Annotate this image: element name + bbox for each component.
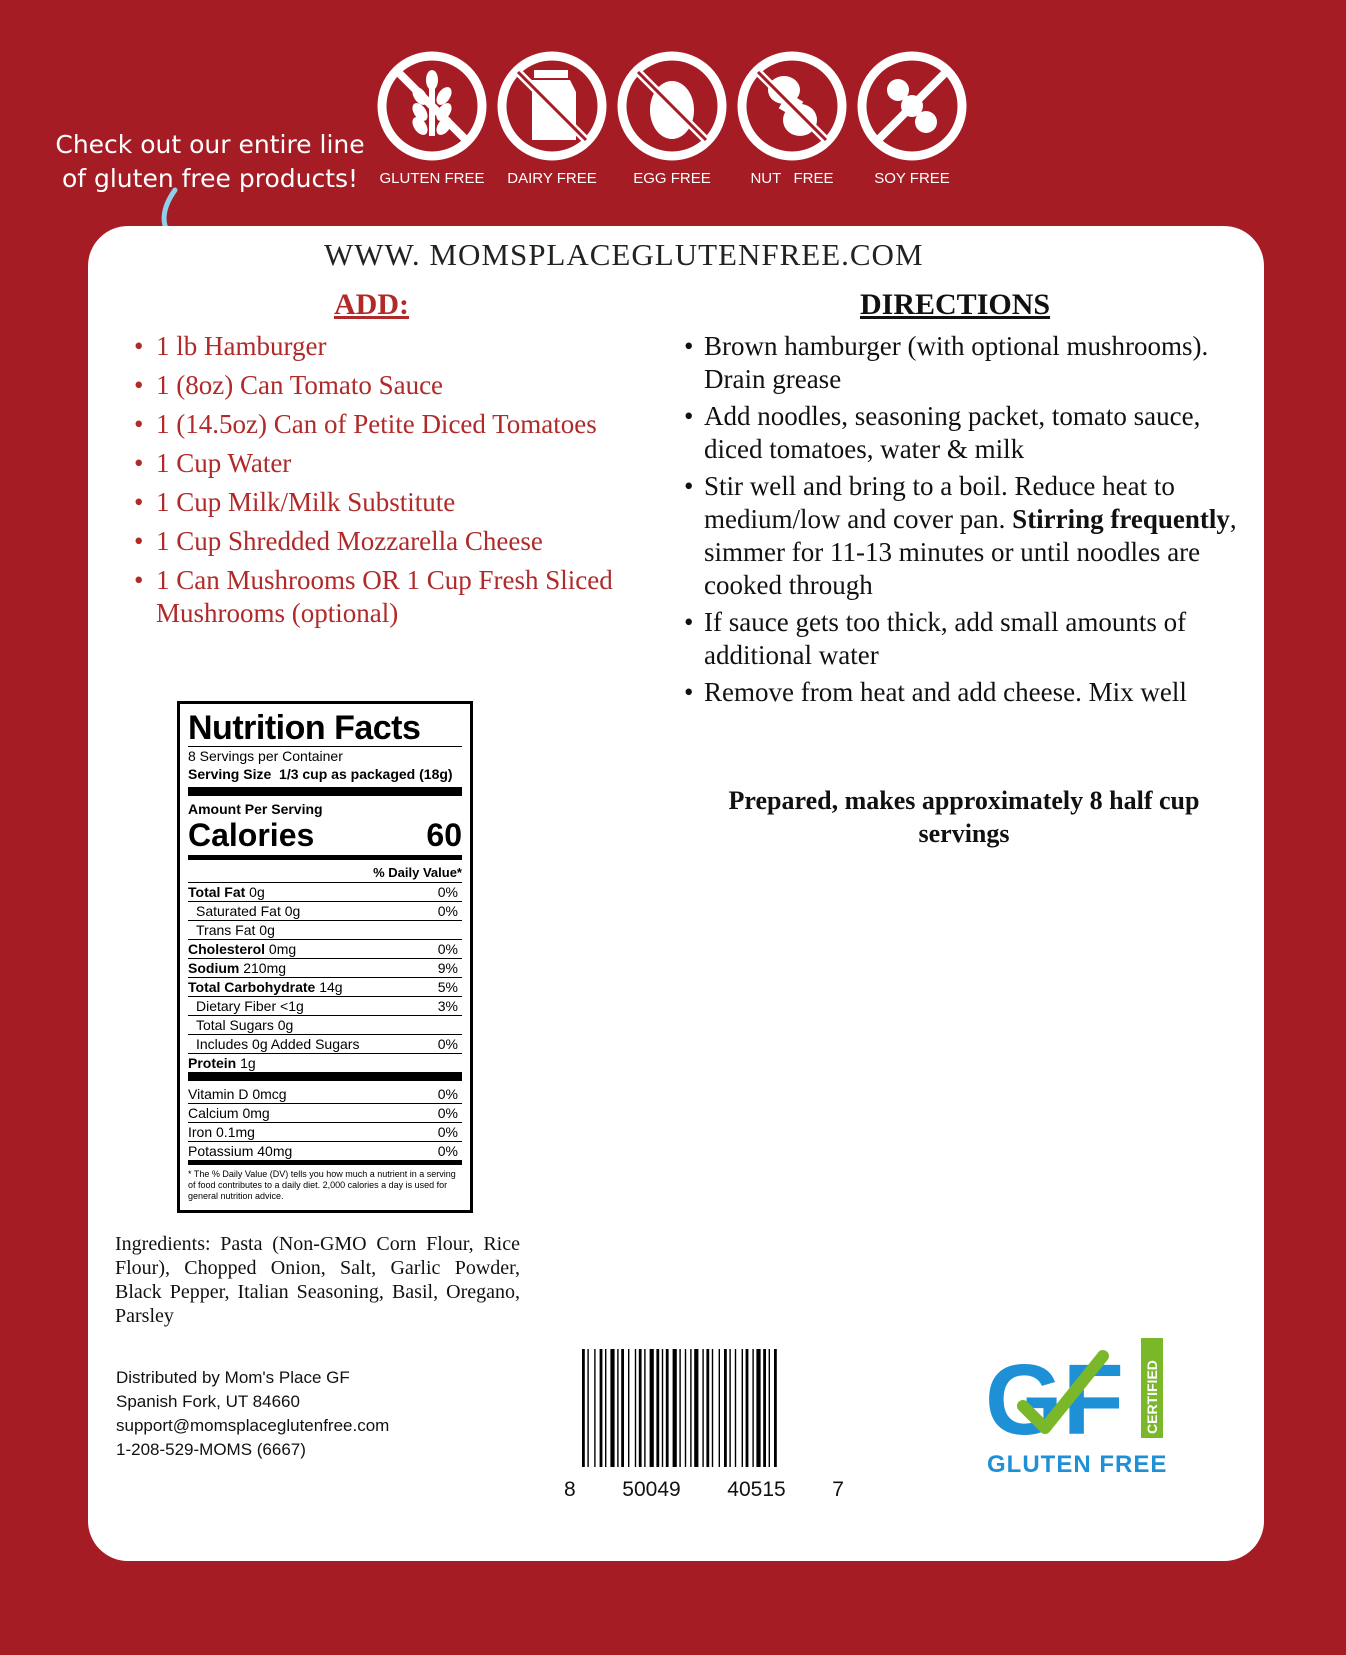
nutrient-label: Protein [188,1055,237,1071]
barcode-bar [650,1349,654,1467]
add-list [134,330,654,636]
barcode-bar [702,1349,703,1467]
barcode-digit: 8 [564,1478,576,1501]
nutrient-amount: 210mg [239,960,287,976]
vitamin-label: Vitamin D 0mcg [188,1086,287,1102]
barcode-bar [774,1349,777,1467]
barcode-bar [746,1349,749,1467]
gf-letters: GF [985,1344,1124,1456]
nutrient-amount: 0g [255,922,275,938]
direction-step: • Brown hamburger (with optional mushrooms). Drain grease [684,330,1244,396]
nutrient-amount: <1g [276,998,304,1014]
barcode-bar [706,1349,709,1467]
nutrient-dv: 9% [437,960,458,976]
calories-label: Calories [188,817,315,853]
barcode-bar [685,1349,686,1467]
nutrient-label: Cholesterol [188,941,266,957]
add-item: • 1 Cup Milk/Milk Substitute [134,486,654,519]
gluten-free-text: GLUTEN FREE [987,1451,1168,1478]
calories-value: 60 [426,817,462,853]
allergen-label: NUT FREE [750,170,834,187]
allergen-nut-free [736,50,848,187]
barcode-bar [756,1349,760,1467]
certified-text: CERTIFIED [1144,1360,1160,1434]
add-item: • 1 Can Mushrooms OR 1 Cup Fresh Sliced Mushrooms (optional) [134,564,654,630]
vitamin-dv: 0% [437,1105,458,1121]
barcode-bar [694,1349,698,1467]
nutrition-footnote: * The % Daily Value (DV) tells you how much a nutrient in a serving of food contributes to a daily diet. 2,000 calories a day is used for general nutrition advice. [188,1169,456,1201]
vitamin-label: Potassium 40mg [188,1143,293,1159]
nutrient-amount: 1g [236,1055,256,1071]
barcode-bar [712,1349,713,1467]
barcode-bar [769,1349,770,1467]
nutrient-dv: 3% [437,998,458,1014]
wheat-icon [376,50,488,162]
barcode-digits [564,1478,844,1502]
distributor-phone: 1-208-529-MOMS (6667) [116,1440,306,1459]
vitamin-label: Iron 0.1mg [188,1124,255,1140]
barcode-bar [729,1349,730,1467]
add-item: • 1 (8oz) Can Tomato Sauce [134,369,654,402]
vitamin-dv: 0% [437,1086,458,1102]
barcode-bar [735,1349,736,1467]
barcode [578,1349,838,1479]
barcode-bar [644,1349,645,1467]
vitamin-label: Calcium 0mg [188,1105,270,1121]
barcode-bar [610,1349,614,1467]
yield-note: Prepared, makes approximately 8 half cup servings [728,786,1200,848]
barcode-bar [673,1349,677,1467]
direction-step: • Remove from heat and add cheese. Mix well [684,676,1244,709]
nutrient-dv: 0% [437,1036,458,1052]
add-heading: ADD: [334,288,409,321]
website-link[interactable]: WWW. MOMSPLACEGLUTENFREE.COM [324,237,924,272]
nutrient-label: Total Fat [188,884,246,900]
barcode-bar [600,1349,603,1467]
add-item: • 1 Cup Shredded Mozzarella Cheese [134,525,654,558]
barcode-bar [724,1349,727,1467]
direction-step [684,470,1244,602]
nutrient-amount: 0g [280,903,301,919]
barcode-bar [763,1349,766,1467]
barcode-bar [639,1349,642,1467]
barcode-bar [582,1349,585,1467]
barcode-bar [719,1349,720,1467]
barcode-bar [662,1349,663,1467]
nutrient-amount: 0mg [265,941,297,957]
barcode-bar [656,1349,659,1467]
barcode-bar [628,1349,629,1467]
daily-value-header: % Daily Value* [373,865,462,880]
direction-step: • If sauce gets too thick, add small amounts of additional water [684,606,1244,672]
add-item: • 1 (14.5oz) Can of Petite Diced Tomatoes [134,408,654,441]
allergen-egg-free [616,50,728,187]
allergen-soy-free [856,50,968,187]
peanut-icon [736,50,848,162]
promo-text: Check out our entire line of gluten free products! [55,130,365,193]
nutrition-title: Nutrition Facts [188,709,421,747]
allergen-icons [376,50,968,187]
distributor-info [116,1366,389,1462]
distributor-address: Spanish Fork, UT 84660 [116,1392,300,1411]
barcode-bar [666,1349,669,1467]
allergen-label: DAIRY FREE [507,170,597,187]
gf-certified-logo [983,1336,1183,1486]
barcode-bar [621,1349,624,1467]
distributor-name: Distributed by Mom's Place GF [116,1368,350,1387]
nutrient-dv: 0% [437,903,458,919]
allergen-label: SOY FREE [874,170,950,187]
nutrient-label: Total Sugars [196,1017,274,1033]
vitamin-dv: 0% [437,1143,458,1159]
barcode-bar [635,1349,636,1467]
soybean-icon [856,50,968,162]
barcode-digit: 7 [832,1478,844,1501]
add-item: • 1 lb Hamburger [134,330,654,363]
nutrient-amount: 0g [245,884,265,900]
barcode-digit: 40515 [727,1478,786,1501]
nutrient-label: Includes 0g Added Sugars [196,1036,360,1052]
servings-per-container: 8 Servings per Container [188,748,343,764]
barcode-bar [679,1349,680,1467]
barcode-bar [752,1349,753,1467]
amount-per-serving: Amount Per Serving [188,801,323,817]
barcode-bar [742,1349,743,1467]
nutrient-label: Trans Fat [196,922,256,938]
serving-size-value: 1/3 cup as packaged (18g) [279,766,453,782]
direction-step-bold: Stirring frequently [1012,504,1230,534]
allergen-gluten-free [376,50,488,187]
barcode-bar [617,1349,618,1467]
directions-heading: DIRECTIONS [860,288,1051,321]
nutrient-label: Sodium [188,960,240,976]
nutrient-label: Total Carbohydrate [188,979,316,995]
allergen-dairy-free [496,50,608,187]
nutrient-label: Dietary Fiber [196,998,277,1014]
directions-list [684,330,1244,713]
vitamin-dv: 0% [437,1124,458,1140]
nutrient-dv: 0% [437,941,458,957]
nutrient-amount: 0g [273,1017,294,1033]
barcode-bar [587,1349,588,1467]
allergen-label: EGG FREE [633,170,711,187]
nutrient-dv: 5% [437,979,458,995]
nutrient-label: Saturated Fat [196,903,281,919]
ingredients-list: Ingredients: Pasta (Non-GMO Corn Flour, Rice Flour), Chopped Onion, Salt, Garlic Powder, Black Pepper, Italian Seasoning, Basil, Oregano, Parsley [115,1233,520,1327]
distributor-email[interactable]: support@momsplaceglutenfree.com [116,1416,390,1435]
info-card [88,226,1264,1561]
egg-icon [616,50,728,162]
milk-carton-icon [496,50,608,162]
direction-step: • Add noodles, seasoning packet, tomato sauce, diced tomatoes, water & milk [684,400,1244,466]
direction-step-text: , simmer for 11-13 minutes or until noodles are cooked through [704,504,1237,600]
direction-step-text: Stir well and bring to a boil. Reduce heat to medium/low and cover pan. [704,471,1175,534]
barcode-digit: 50049 [622,1478,681,1501]
allergen-label: GLUTEN FREE [379,170,485,187]
nutrient-amount: 14g [315,979,343,995]
barcode-bar [605,1349,606,1467]
barcode-bar [594,1349,595,1467]
nutrition-facts-panel [177,701,473,1213]
nutrient-dv: 0% [437,884,458,900]
add-item: • 1 Cup Water [134,447,654,480]
barcode-bar [690,1349,691,1467]
serving-size-label: Serving Size [188,766,272,782]
